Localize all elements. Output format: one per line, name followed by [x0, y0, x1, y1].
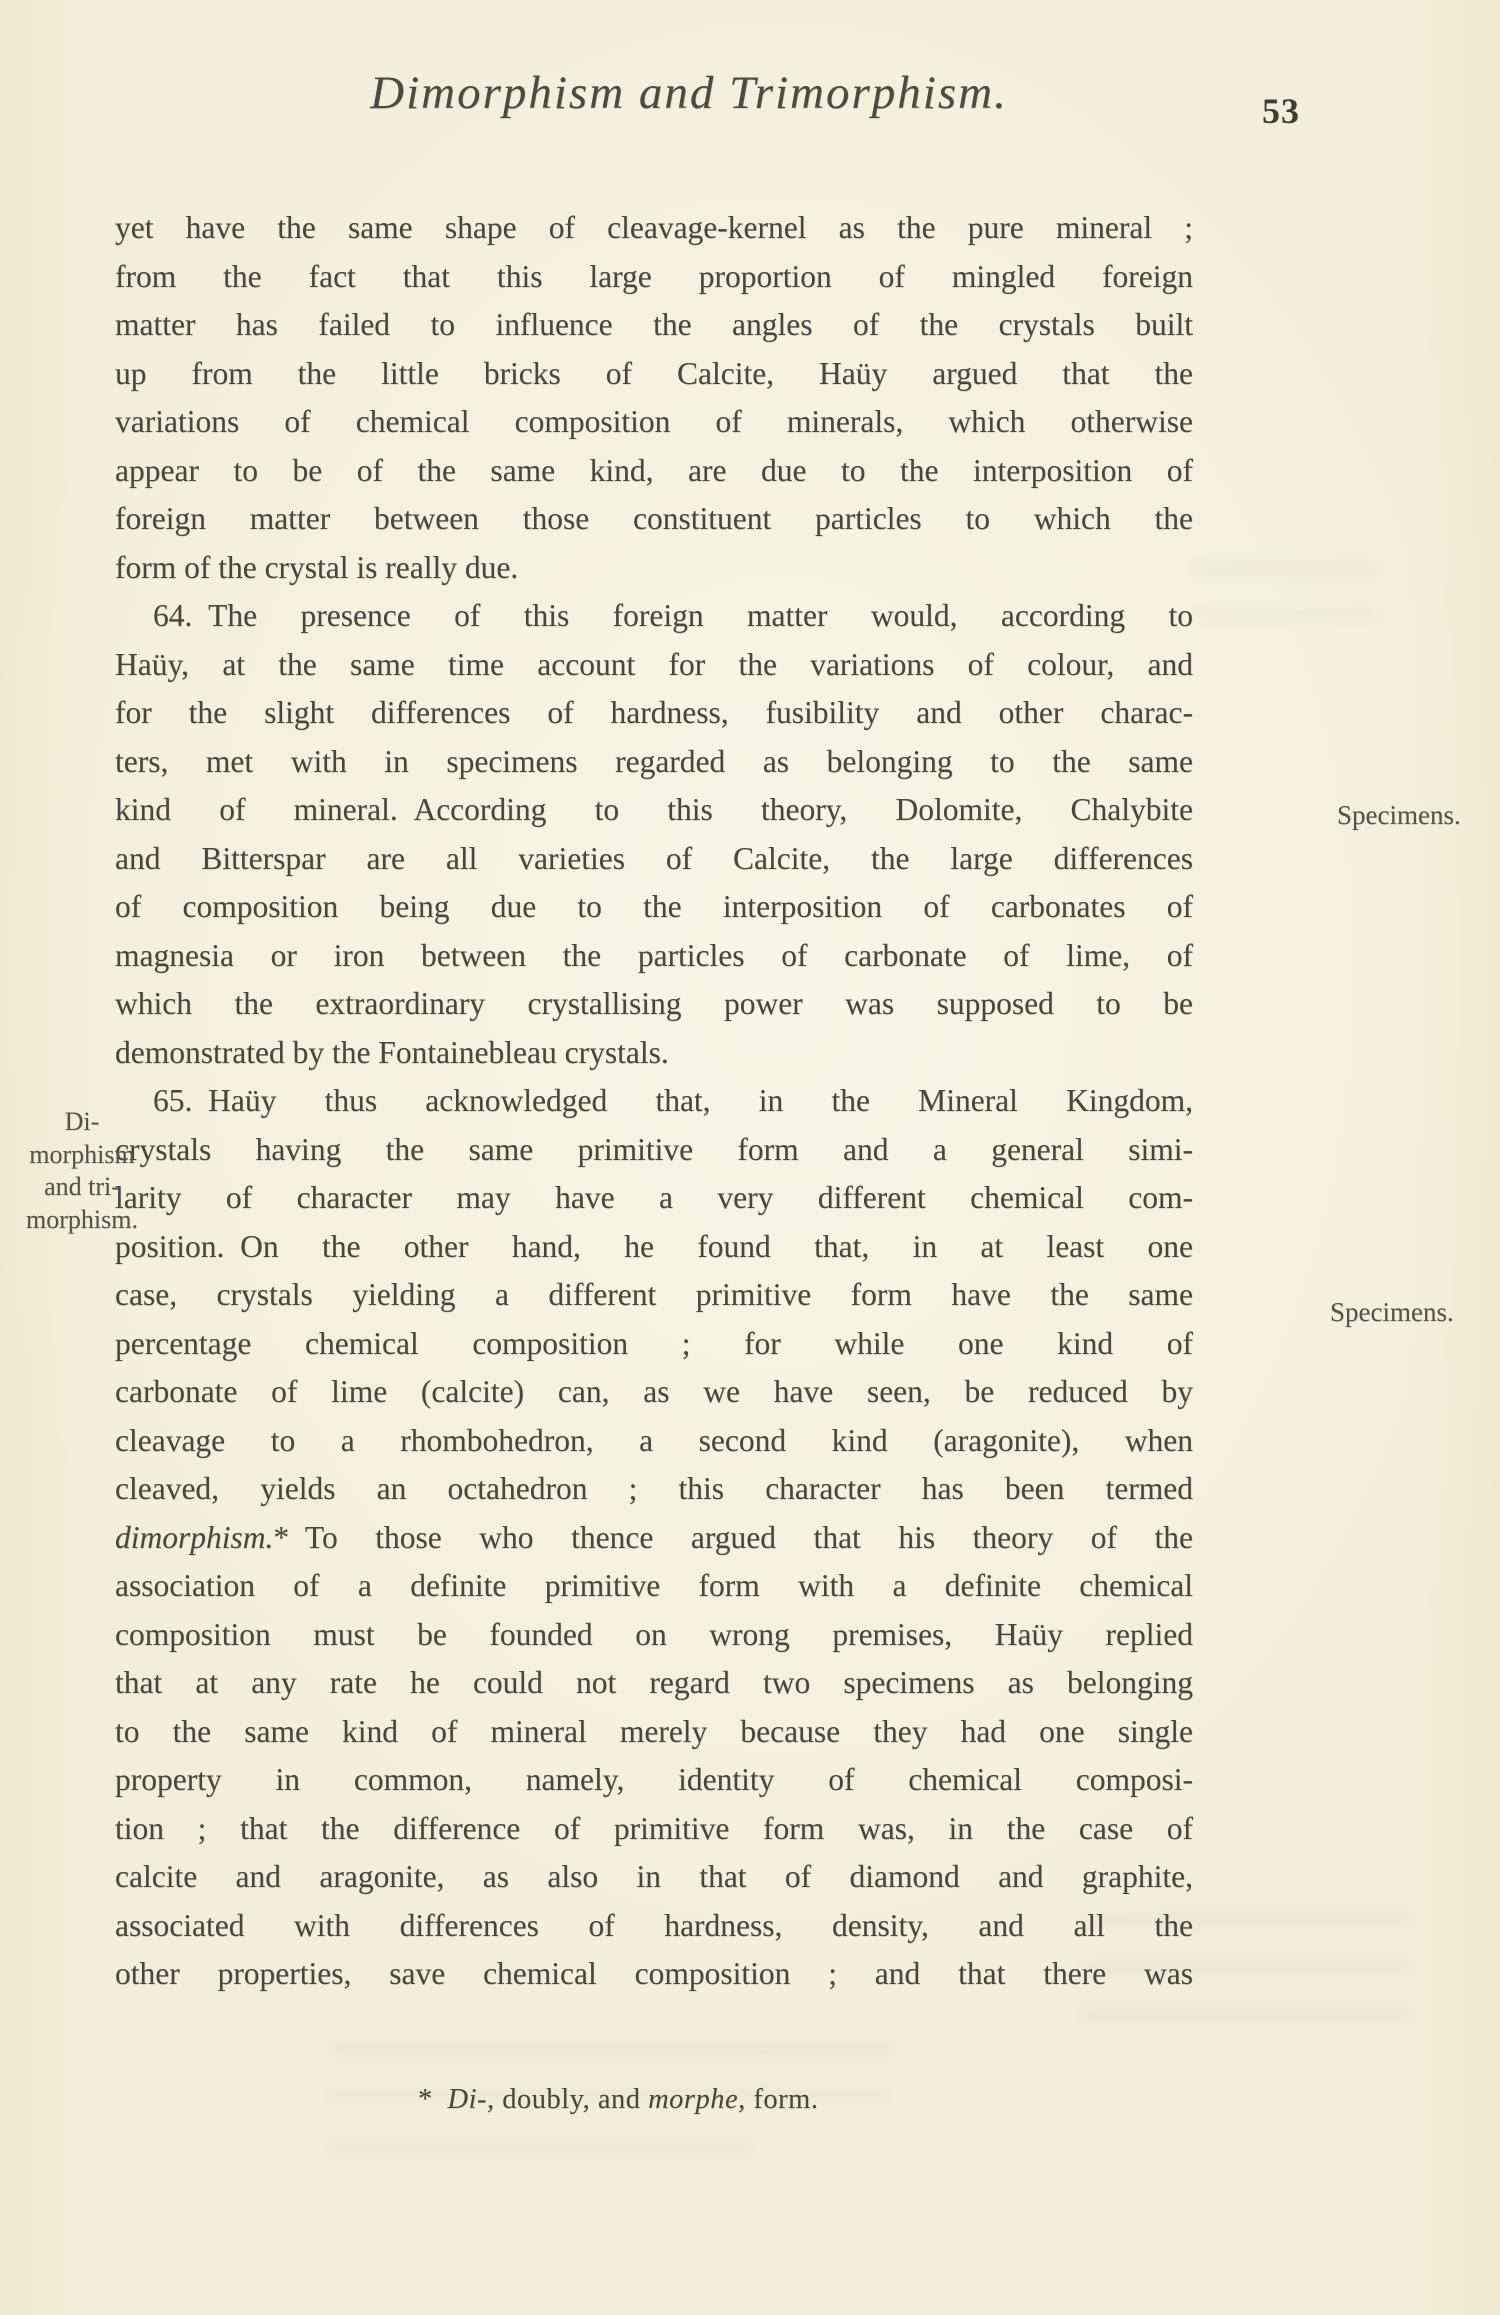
text-segment: *: [418, 2084, 448, 2115]
text-line: other properties, save chemical composition ; and that there was: [115, 1956, 1193, 1991]
text-line: carbonate of lime (calcite) can, as we have seen, be reduced by: [115, 1374, 1193, 1409]
text-line: 64. The presence of this foreign matter would, according to: [153, 598, 1193, 633]
text-line: and Bitterspar are all varieties of Calcite, the large differences: [115, 840, 1193, 876]
italic-text: dimorphism.: [115, 1519, 274, 1555]
margin-note-specimens-2: Specimens.: [1330, 1297, 1454, 1327]
show-through-smudge: [1196, 560, 1376, 620]
text-line: associated with differences of hardness, density, and all the: [115, 1907, 1193, 1943]
text-line: property in common, namely, identity of chemical composi-: [115, 1762, 1193, 1797]
italic-text: morphe,: [648, 2084, 746, 2115]
margin-note-line: and tri-: [44, 1172, 120, 1201]
margin-note-specimens-1: Specimens.: [1337, 800, 1461, 830]
text-line: appear to be of the same kind, are due to the interposition of: [115, 452, 1193, 488]
text-line: yet have the same shape of cleavage-kernel as the pure mineral ;: [115, 210, 1193, 245]
text-line: form of the crystal is really due.: [115, 549, 519, 585]
text-line: demonstrated by the Fontainebleau crystals.: [115, 1034, 669, 1070]
text-line: ters, met with in specimens regarded as belonging to the same: [115, 743, 1193, 779]
running-header-title: Dimorphism and Trimorphism.: [370, 67, 1008, 119]
text-segment: doubly, and: [494, 2084, 649, 2115]
text-line: kind of mineral. According to this theory, Dolomite, Chalybite: [115, 792, 1193, 827]
show-through-smudge: [330, 2140, 750, 2190]
text-line: [115, 1514, 1193, 1563]
text-line: up from the little bricks of Calcite, Haüy argued that the: [115, 355, 1193, 391]
text-line: cleavage to a rhombohedron, a second kind (aragonite), when: [115, 1422, 1193, 1458]
text-line: from the fact that this large proportion of mingled foreign: [115, 258, 1193, 294]
italic-text: Di-,: [447, 2084, 495, 2115]
text-line: composition must be founded on wrong premises, Haüy replied: [115, 1616, 1193, 1652]
margin-note-line: morphism: [29, 1139, 135, 1169]
text-line: variations of chemical composition of minerals, which otherwise: [115, 404, 1193, 439]
margin-note-dimorphism-trimorphism: [6, 1106, 158, 1236]
text-line: crystals having the same primitive form and a general simi-: [115, 1131, 1193, 1167]
text-line: position. On the other hand, he found that, in at least one: [115, 1228, 1193, 1264]
text-line: foreign matter between those constituent particles to which the: [115, 501, 1193, 536]
text-line: cleaved, yields an octahedron ; this character has been termed: [115, 1471, 1193, 1506]
text-line: Haüy, at the same time account for the variations of colour, and: [115, 646, 1193, 682]
text-line: 65. Haüy thus acknowledged that, in the Mineral Kingdom,: [153, 1083, 1193, 1118]
text-line: case, crystals yielding a different primitive form have the same: [115, 1277, 1193, 1312]
page-number: 53: [1262, 91, 1300, 131]
footnote: [418, 2084, 818, 2116]
text-line: that at any rate he could not regard two specimens as belonging: [115, 1665, 1193, 1700]
text-line: magnesia or iron between the particles of carbonate of lime, of: [115, 937, 1193, 973]
margin-note-line: morphism.: [26, 1204, 138, 1234]
text-line: of composition being due to the interposition of carbonates of: [115, 889, 1193, 924]
text-line: tion ; that the difference of primitive form was, in the case of: [115, 1810, 1193, 1846]
text-line: for the slight differences of hardness, fusibility and other charac-: [115, 695, 1193, 730]
text-line: matter has failed to influence the angles of the crystals built: [115, 307, 1193, 342]
text-line: larity of character may have a very different chemical com-: [115, 1180, 1193, 1215]
text-line: association of a definite primitive form with a definite chemical: [115, 1568, 1193, 1603]
body-text: [115, 204, 1193, 1999]
text-segment: * To those who thence argued that his theory of the: [273, 1519, 1193, 1555]
text-line: percentage chemical composition ; for while one kind of: [115, 1325, 1193, 1361]
text-line: to the same kind of mineral merely because they had one single: [115, 1713, 1193, 1749]
text-line: calcite and aragonite, as also in that of diamond and graphite,: [115, 1859, 1193, 1894]
margin-note-line: Di-: [64, 1107, 100, 1136]
text-line: which the extraordinary crystallising power was supposed to be: [115, 986, 1193, 1021]
text-segment: form.: [745, 2084, 819, 2115]
